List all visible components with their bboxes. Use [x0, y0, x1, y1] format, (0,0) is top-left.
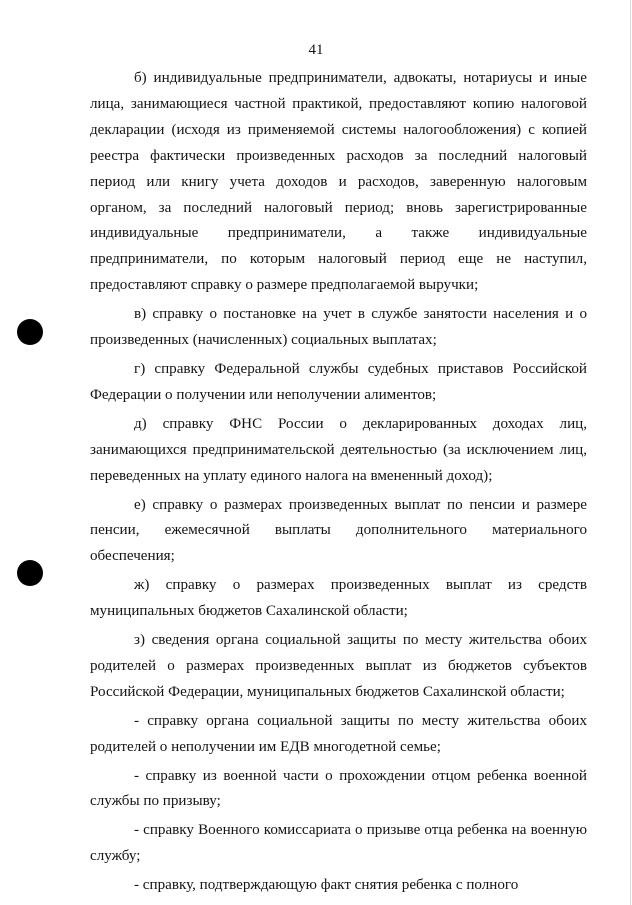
punch-hole-mark: [17, 319, 43, 345]
list-item-edv-certificate: - справку органа социальной защиты по месту жительства обоих родителей о неполучении им ЕДВ многодетной семье;: [90, 712, 587, 755]
list-item-military-commissariat: - справку Военного комиссариата о призыве отца ребенка на военную службу;: [90, 822, 587, 865]
scan-edge-line: [630, 0, 631, 905]
paragraph-b-entrepreneurs: б) индивидуальные предприниматели, адвокаты, нотариусы и иные лица, занимающиеся частной практикой, предоставляют копию налоговой декларации (исходя из применяемой системы налогообложения) с копией реестра фактически произведенных расходов за последний налоговый период или книгу учета доходов и расходов, заверенную налоговым органом, за последний налоговый период; вновь зарегистрированные индивидуальные предприниматели, а также индивидуальные предприниматели, по которым налоговый период еще не наступил, предоставляют справку о размере предполагаемой выручки;: [90, 70, 587, 294]
paragraph-d-tax-service: д) справку ФНС России о декларированных доходах лиц, занимающихся предпринимательской деятельностью (за исключением лиц, переведенных на уплату единого налога на вмененный доход);: [90, 415, 587, 484]
paragraph-g-bailiff-service: г) справку Федеральной службы судебных приставов Российской Федерации о получении или неполучении алиментов;: [90, 360, 587, 403]
paragraph-e-pension: е) справку о размерах произведенных выплат по пенсии и размере пенсии, ежемесячной выплаты дополнительного материального обеспечения;: [90, 496, 587, 565]
list-item-military-unit: - справку из военной части о прохождении отцом ребенка военной службы по призыву;: [90, 767, 587, 810]
list-item-child-removal: - справку, подтверждающую факт снятия ребенка с полного: [134, 877, 519, 894]
page-number: 41: [308, 42, 324, 58]
paragraph-zh-municipal-budgets: ж) справку о размерах произведенных выплат из средств муниципальных бюджетов Сахалинской области;: [90, 577, 587, 620]
document-body: [90, 66, 587, 899]
paragraph-v-employment-service: в) справку о постановке на учет в службе занятости населения и о произведенных (начисленных) социальных выплатах;: [90, 306, 587, 349]
paragraph-z-social-protection: з) сведения органа социальной защиты по месту жительства обоих родителей о размерах произведенных выплат из бюджетов субъектов Российской Федерации, муниципальных бюджетов Сахалинской области;: [90, 632, 587, 700]
punch-hole-mark: [17, 560, 43, 586]
